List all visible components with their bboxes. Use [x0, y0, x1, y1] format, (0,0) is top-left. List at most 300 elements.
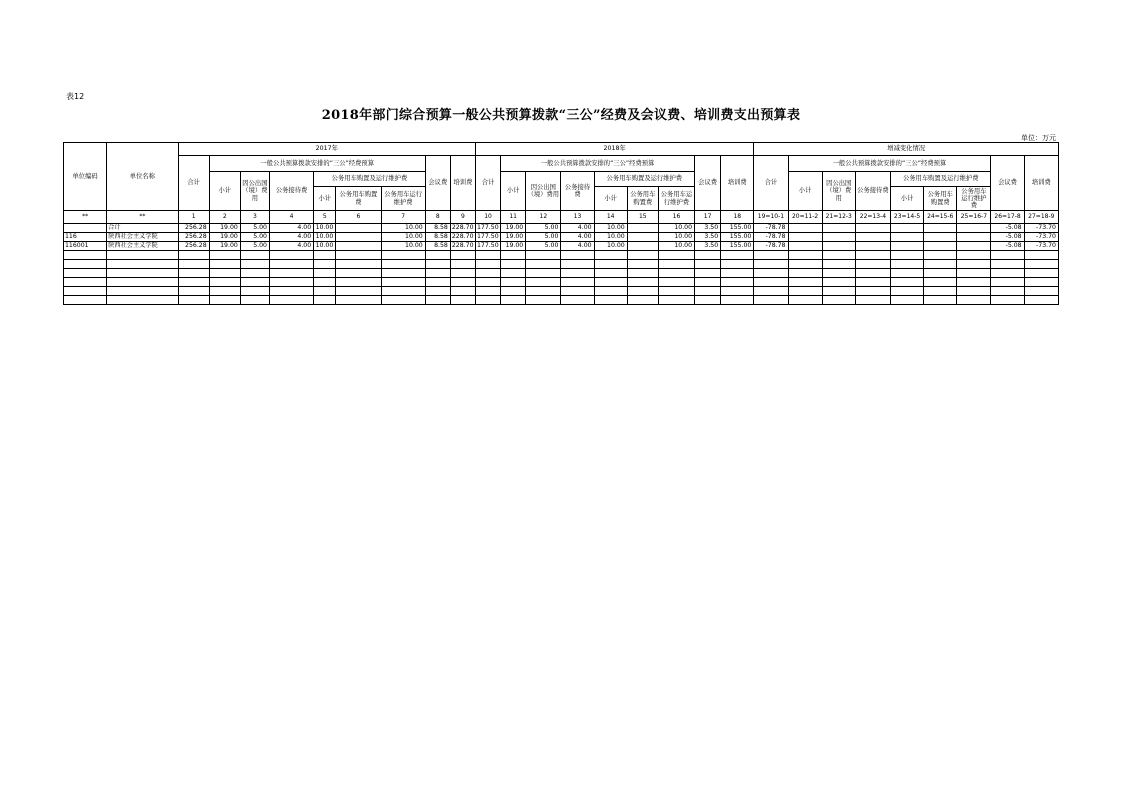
table-cell [890, 233, 923, 242]
table-cell [314, 287, 336, 296]
sangong-header: 一般公共预算拨款安排的“三公”经费预算 [501, 156, 695, 172]
table-cell [1024, 287, 1058, 296]
table-cell [501, 269, 526, 278]
table-cell [336, 287, 381, 296]
unit-code-cell: 116 [64, 233, 107, 242]
table-cell [336, 224, 381, 233]
sangong-header: 一般公共预算拨款安排的“三公”经费预算 [209, 156, 425, 172]
unit-code-cell [64, 296, 107, 305]
table-cell: 5.00 [240, 233, 269, 242]
table-cell [594, 269, 627, 278]
table-cell [754, 296, 788, 305]
table-cell [594, 278, 627, 287]
table-cell [178, 260, 209, 269]
col-header-training: 培训费 [450, 156, 475, 211]
unit-code-cell: 116001 [64, 242, 107, 251]
col-header-meeting: 会议费 [695, 156, 721, 211]
table-cell [627, 233, 658, 242]
table-cell [991, 251, 1024, 260]
col-header-subtotal: 小计 [788, 172, 822, 211]
table-cell [1024, 260, 1058, 269]
table-cell [855, 278, 890, 287]
table-cell [822, 242, 855, 251]
table-cell [476, 251, 501, 260]
table-cell [178, 251, 209, 260]
table-cell [240, 278, 269, 287]
table-cell [890, 287, 923, 296]
table-cell [658, 278, 694, 287]
table-cell [269, 296, 313, 305]
table-cell: 10.00 [658, 233, 694, 242]
table-cell [855, 224, 890, 233]
col-header-subtotal: 小计 [209, 172, 240, 211]
table-cell [594, 296, 627, 305]
table-cell [1024, 296, 1058, 305]
table-cell [890, 296, 923, 305]
table-cell: 8.58 [425, 233, 450, 242]
table-cell: 256.28 [178, 224, 209, 233]
unit-code-cell [64, 224, 107, 233]
table-cell: -5.08 [991, 224, 1024, 233]
table-cell [425, 287, 450, 296]
table-cell [822, 287, 855, 296]
table-cell [476, 269, 501, 278]
table-cell: 19.00 [209, 242, 240, 251]
table-cell [788, 296, 822, 305]
table-cell [890, 242, 923, 251]
table-cell [501, 260, 526, 269]
col-header-car-purchase: 公务用车购置费 [924, 187, 957, 211]
table-cell [957, 269, 991, 278]
table-cell: 10.00 [381, 224, 425, 233]
table-cell [336, 251, 381, 260]
table-cell: 4.00 [269, 233, 313, 242]
table-cell [855, 233, 890, 242]
table-cell [240, 296, 269, 305]
column-index-cell: 5 [314, 211, 336, 224]
table-row [64, 251, 1059, 260]
column-index-cell: 13 [561, 211, 594, 224]
table-cell: 10.00 [314, 233, 336, 242]
table-cell [788, 224, 822, 233]
table-cell [476, 287, 501, 296]
table-cell [450, 269, 475, 278]
col-header-reception: 公务接待费 [561, 172, 594, 211]
column-index-cell: 8 [425, 211, 450, 224]
unit-name-cell [107, 251, 178, 260]
table-cell: -78.78 [754, 224, 788, 233]
table-row [64, 296, 1059, 305]
group-header-2018: 2018年 [476, 143, 754, 156]
table-cell [695, 269, 721, 278]
table-cell [721, 278, 754, 287]
unit-name-cell [107, 260, 178, 269]
table-cell: 10.00 [381, 233, 425, 242]
table-cell [314, 296, 336, 305]
table-cell [788, 278, 822, 287]
table-cell: 5.00 [526, 224, 561, 233]
table-cell [209, 260, 240, 269]
column-index-cell: 16 [658, 211, 694, 224]
table-cell: 4.00 [561, 224, 594, 233]
column-index-cell: 11 [501, 211, 526, 224]
table-cell [381, 296, 425, 305]
table-cell [594, 287, 627, 296]
table-cell: 4.00 [561, 242, 594, 251]
table-cell: -73.70 [1024, 233, 1058, 242]
col-header-reception: 公务接待费 [855, 172, 890, 211]
table-cell: 10.00 [658, 242, 694, 251]
table-cell [721, 287, 754, 296]
table-cell [658, 296, 694, 305]
table-cell: 8.58 [425, 242, 450, 251]
table-cell: 10.00 [381, 242, 425, 251]
table-cell [501, 278, 526, 287]
table-cell [381, 260, 425, 269]
table-cell [476, 296, 501, 305]
table-cell: 228.70 [451, 233, 474, 241]
column-index-cell: 21=12-3 [822, 211, 855, 224]
table-cell: 228.70 [451, 224, 474, 232]
table-cell [336, 278, 381, 287]
table-cell: -5.08 [991, 233, 1024, 242]
table-cell [890, 224, 923, 233]
table-cell: -73.70 [1024, 242, 1058, 251]
col-header-car: 公务用车购置及运行维护费 [890, 172, 990, 187]
table-cell [890, 278, 923, 287]
unit-label: 单位：万元 [1021, 134, 1056, 142]
table-cell: 19.00 [501, 233, 526, 242]
sangong-header: 一般公共预算拨款安排的“三公”经费预算 [788, 156, 991, 172]
table-cell [788, 269, 822, 278]
table-cell: 4.00 [561, 233, 594, 242]
table-cell [924, 233, 957, 242]
unit-code-cell [64, 287, 107, 296]
unit-name-cell: 合计 [107, 224, 178, 233]
table-cell [627, 278, 658, 287]
table-row [64, 224, 1059, 233]
table-cell: 4.00 [269, 224, 313, 233]
table-cell [991, 287, 1024, 296]
unit-code-cell [64, 269, 107, 278]
table-cell: 177.50 [477, 224, 499, 232]
table-cell [627, 224, 658, 233]
table-cell: 3.50 [695, 242, 721, 251]
table-cell [754, 269, 788, 278]
table-cell: 10.00 [658, 224, 694, 233]
table-cell: 155.00 [721, 233, 754, 242]
table-cell [209, 287, 240, 296]
table-cell [269, 269, 313, 278]
table-cell [381, 278, 425, 287]
table-cell: 10.00 [594, 233, 627, 242]
table-cell [314, 278, 336, 287]
unit-name-cell: 陕西社会主义学院 [107, 233, 178, 242]
table-cell [450, 278, 475, 287]
table-cell [425, 260, 450, 269]
table-cell [178, 278, 209, 287]
table-cell [695, 287, 721, 296]
page-title: 2018年部门综合预算一般公共预算拨款“三公”经费及会议费、培训费支出预算表 [321, 108, 801, 123]
table-cell [658, 260, 694, 269]
table-cell [788, 251, 822, 260]
table-cell [526, 296, 561, 305]
table-cell: 3.50 [695, 233, 721, 242]
table-cell [627, 296, 658, 305]
table-cell: 256.28 [178, 233, 209, 242]
table-cell [1024, 269, 1058, 278]
table-cell [1024, 251, 1058, 260]
table-cell [209, 269, 240, 278]
table-cell [269, 287, 313, 296]
table-cell [561, 287, 594, 296]
table-cell: 4.00 [269, 242, 313, 251]
column-index-cell: 26=17-8 [991, 211, 1024, 224]
table-cell [957, 287, 991, 296]
table-cell [561, 296, 594, 305]
table-cell [240, 251, 269, 260]
col-header-training: 培训费 [721, 156, 754, 211]
table-cell [336, 260, 381, 269]
col-header-abroad: 因公出国（境）费用 [240, 172, 269, 211]
table-cell: -78.78 [754, 242, 788, 251]
table-cell [381, 269, 425, 278]
table-cell [855, 287, 890, 296]
group-header-change: 增减变化情况 [754, 143, 1059, 156]
col-header-car-subtotal: 小计 [594, 187, 627, 211]
table-cell [178, 296, 209, 305]
table-cell [450, 260, 475, 269]
table-cell [754, 251, 788, 260]
unit-name-cell [107, 287, 178, 296]
table-cell: 19.00 [209, 224, 240, 233]
table-cell [450, 287, 475, 296]
table-cell [957, 251, 991, 260]
table-cell: 155.00 [721, 224, 754, 233]
column-index-row [64, 211, 1059, 224]
col-header-subtotal: 小计 [501, 172, 526, 211]
column-index-cell: 10 [476, 211, 501, 224]
table-cell: 10.00 [314, 224, 336, 233]
table-cell [695, 251, 721, 260]
table-cell [788, 242, 822, 251]
table-cell: -78.78 [754, 233, 788, 242]
column-index-cell: 19=10-1 [754, 211, 788, 224]
col-header-total: 合计 [178, 156, 209, 211]
col-header-training: 培训费 [1024, 156, 1058, 211]
table-cell [314, 251, 336, 260]
table-cell [991, 296, 1024, 305]
table-cell [924, 278, 957, 287]
column-index-cell: 23=14-5 [890, 211, 923, 224]
unit-name-cell [107, 269, 178, 278]
column-index-cell: 2 [209, 211, 240, 224]
table-row [64, 233, 1059, 242]
table-cell: -73.70 [1024, 224, 1058, 233]
table-cell: 177.50 [477, 233, 499, 241]
table-cell [822, 260, 855, 269]
table-cell [754, 260, 788, 269]
column-index-cell: 1 [178, 211, 209, 224]
table-cell [501, 287, 526, 296]
table-cell [178, 287, 209, 296]
table-row [64, 287, 1059, 296]
table-cell [476, 278, 501, 287]
table-cell [991, 269, 1024, 278]
table-cell [425, 278, 450, 287]
table-cell [240, 269, 269, 278]
table-cell [924, 260, 957, 269]
table-cell [957, 224, 991, 233]
col-header-meeting: 会议费 [991, 156, 1024, 211]
table-cell [721, 251, 754, 260]
table-cell [627, 242, 658, 251]
column-index-cell: 22=13-4 [855, 211, 890, 224]
table-cell [561, 278, 594, 287]
table-cell [269, 251, 313, 260]
table-cell [526, 269, 561, 278]
col-header-car-maint: 公务用车运行维护费 [658, 187, 694, 211]
table-cell [336, 233, 381, 242]
table-cell [991, 278, 1024, 287]
col-header-car-purchase: 公务用车购置费 [336, 187, 381, 211]
table-cell [425, 269, 450, 278]
table-cell [754, 287, 788, 296]
table-cell [822, 224, 855, 233]
table-cell [627, 251, 658, 260]
table-row [64, 260, 1059, 269]
table-cell [501, 251, 526, 260]
table-cell [924, 287, 957, 296]
col-header-total: 合计 [754, 156, 788, 211]
table-cell: 10.00 [594, 242, 627, 251]
table-cell: 19.00 [501, 242, 526, 251]
table-cell [561, 269, 594, 278]
table-cell [336, 269, 381, 278]
column-index-cell: 7 [381, 211, 425, 224]
table-cell [526, 278, 561, 287]
column-index-cell: ** [107, 211, 178, 224]
table-cell [721, 296, 754, 305]
table-cell [594, 251, 627, 260]
table-cell [855, 269, 890, 278]
table-cell [924, 242, 957, 251]
col-header-car: 公务用车购置及运行维护费 [594, 172, 694, 187]
table-cell: 5.00 [240, 242, 269, 251]
table-cell [890, 260, 923, 269]
column-index-cell: 9 [450, 211, 475, 224]
group-header-2017: 2017年 [178, 143, 475, 156]
table-cell [788, 287, 822, 296]
table-cell [924, 269, 957, 278]
table-cell [561, 260, 594, 269]
col-header-car-subtotal: 小计 [890, 187, 923, 211]
col-header-total: 合计 [476, 156, 501, 211]
table-cell [658, 269, 694, 278]
col-header-car: 公务用车购置及运行维护费 [314, 172, 426, 187]
table-cell [957, 296, 991, 305]
table-cell [336, 296, 381, 305]
table-number: 表12 [66, 92, 85, 101]
table-cell [855, 296, 890, 305]
col-header-car-maint: 公务用车运行维护费 [957, 187, 991, 211]
table-cell [991, 260, 1024, 269]
table-cell [526, 260, 561, 269]
col-header-meeting: 会议费 [425, 156, 450, 211]
table-cell [425, 296, 450, 305]
unit-name-cell [107, 296, 178, 305]
table-cell [822, 269, 855, 278]
table-cell [627, 269, 658, 278]
table-cell [314, 269, 336, 278]
column-index-cell: 20=11-2 [788, 211, 822, 224]
col-header-car-subtotal: 小计 [314, 187, 336, 211]
table-cell [721, 269, 754, 278]
table-cell [178, 269, 209, 278]
table-cell [890, 269, 923, 278]
table-cell [855, 260, 890, 269]
table-cell: 256.28 [178, 242, 209, 251]
table-cell [269, 278, 313, 287]
table-cell [855, 251, 890, 260]
column-index-cell: 27=18-9 [1024, 211, 1058, 224]
col-header-car-purchase: 公务用车购置费 [627, 187, 658, 211]
unit-code-cell [64, 278, 107, 287]
table-cell [476, 260, 501, 269]
table-cell [822, 251, 855, 260]
table-row [64, 242, 1059, 251]
table-cell [822, 278, 855, 287]
table-row [64, 269, 1059, 278]
column-index-cell: 15 [627, 211, 658, 224]
table-cell [450, 296, 475, 305]
table-cell [381, 251, 425, 260]
table-cell [957, 260, 991, 269]
table-cell [924, 296, 957, 305]
col-header-reception: 公务接待费 [269, 172, 313, 211]
table-cell [594, 260, 627, 269]
column-index-cell: 12 [526, 211, 561, 224]
column-index-cell: 14 [594, 211, 627, 224]
column-index-cell: ** [64, 211, 107, 224]
column-index-cell: 17 [695, 211, 721, 224]
table-cell [890, 251, 923, 260]
table-cell [209, 296, 240, 305]
table-cell [957, 278, 991, 287]
table-cell: 155.00 [721, 242, 754, 251]
table-cell [450, 251, 475, 260]
table-cell [425, 251, 450, 260]
table-cell [695, 296, 721, 305]
column-index-cell: 4 [269, 211, 313, 224]
table-cell: 19.00 [501, 224, 526, 233]
table-cell: 228.70 [451, 242, 474, 250]
table-cell: 5.00 [240, 224, 269, 233]
unit-code-cell [64, 260, 107, 269]
table-cell: 19.00 [209, 233, 240, 242]
table-cell [924, 251, 957, 260]
table-cell [695, 278, 721, 287]
column-index-cell: 6 [336, 211, 381, 224]
table-cell [788, 260, 822, 269]
table-cell: 10.00 [594, 224, 627, 233]
table-row [64, 278, 1059, 287]
table-cell [526, 287, 561, 296]
table-cell [561, 251, 594, 260]
table-cell [627, 287, 658, 296]
table-cell [695, 260, 721, 269]
col-header-abroad: 因公出国（境）费用 [526, 172, 561, 211]
